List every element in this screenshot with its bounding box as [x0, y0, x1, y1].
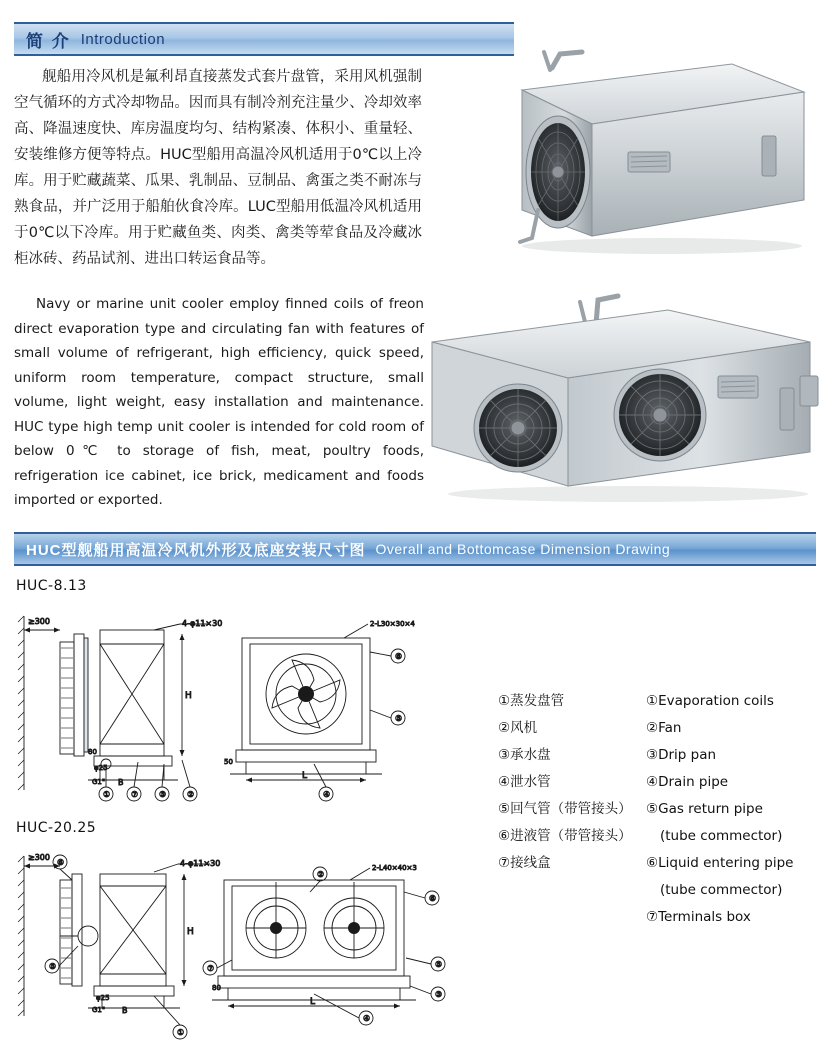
legend-en-7: ⑥Liquid entering pipe [646, 855, 794, 871]
legend-en-9: ⑦Terminals box [646, 909, 751, 925]
legend-en-4: ④Drain pipe [646, 774, 729, 790]
legend-item [498, 877, 818, 904]
technical-drawing-huc-20-25 [14, 846, 464, 1042]
callout-3-2: ③ [435, 990, 443, 999]
legend-item [498, 688, 818, 715]
product-photo-single-fan [432, 40, 820, 270]
technical-drawing-huc-8-13 [14, 604, 454, 809]
dim-label-50-1: 50 [224, 758, 233, 766]
dim-label-clearance-2: ≥300 [28, 853, 50, 862]
callout-5-1: ⑤ [395, 714, 403, 723]
dim-label-H-2: H [187, 927, 194, 937]
dim-label-80-2: 80 [212, 984, 221, 992]
callout-7-2: ⑦ [207, 964, 215, 973]
note-hole-spec-1: 4-φ11×30 [182, 619, 223, 628]
legend-cn-3: ③承水盘 [498, 747, 551, 763]
callout-3-1: ③ [159, 790, 167, 799]
model-label-huc-8-13: HUC-8.13 [16, 578, 87, 594]
dim-label-B-1: B [118, 778, 124, 787]
section-title-en: Introduction [80, 30, 166, 48]
callout-1-2: ① [177, 1028, 185, 1037]
callout-5-2: ⑤ [49, 962, 57, 971]
legend-cn-7: ⑦接线盒 [498, 855, 551, 871]
callout-4-2: ④ [363, 1014, 371, 1023]
section-title-cn: 简 介 [26, 31, 71, 51]
legend-cn-4: ④泄水管 [498, 774, 551, 790]
legend-cn-1: ①蒸发盘管 [498, 693, 565, 709]
introduction-paragraph-english [14, 292, 424, 513]
callout-2-1: ② [187, 790, 195, 799]
dim-label-80-1: 80 [88, 748, 97, 756]
legend-en-8: (tube commector) [660, 882, 783, 898]
callout-2-2: ② [317, 870, 325, 879]
callout-6-2: ⑥ [57, 858, 65, 867]
dim-label-g1-1: G1" [92, 778, 106, 786]
section-header-dimension-drawing [14, 532, 816, 566]
dim-label-g1-2: G1" [92, 1006, 106, 1014]
legend-en-2: ②Fan [646, 720, 682, 736]
legend-cn-5: ⑤回气管（带管接头） [498, 801, 632, 817]
callout-1-1: ① [103, 790, 111, 799]
legend-item [498, 823, 818, 850]
dim-label-dia25-2: φ25 [96, 994, 110, 1002]
introduction-paragraph-chinese [14, 64, 422, 272]
dim-label-dia25-1: φ25 [94, 764, 108, 772]
note-angle-spec-2: 2-L40×40×3 [372, 864, 417, 872]
dimension-title-en: Overall and Bottomcase Dimension Drawing [375, 541, 671, 557]
callout-4-1: ④ [323, 790, 331, 799]
legend-item [498, 796, 818, 823]
legend-cn-2: ②风机 [498, 720, 538, 736]
callout-7-1: ⑦ [131, 790, 139, 799]
legend-item [498, 904, 818, 931]
dim-label-clearance-1: ≥300 [28, 617, 50, 626]
legend-item [498, 850, 818, 877]
callout-6-1: ⑥ [395, 652, 403, 661]
legend-item [498, 769, 818, 796]
product-photo-double-fan [418, 280, 820, 515]
legend-item [498, 715, 818, 742]
dim-label-L-1: L [302, 771, 308, 781]
dimension-title-cn: HUC型舰船用高温冷风机外形及底座安装尺寸图 [26, 541, 366, 559]
note-angle-spec-1: 2-L30×30×4 [370, 620, 415, 628]
legend-en-3: ③Drip pan [646, 747, 717, 763]
legend-cn-8 [498, 877, 646, 904]
callout-6b-2: ⑥ [429, 894, 437, 903]
legend-list [498, 688, 818, 931]
introduction-text-cn: 舰船用冷风机是氟利昂直接蒸发式套片盘管，采用风机强制空气循环的方式冷却物品。因而具有制冷剂充注量少、冷却效率高、降温速度快、库房温度均匀、结构紧凑、体积小、重量轻、安装维修方便等特点。HUC型船用高温冷风机适用于0℃以上冷库。用于贮藏蔬菜、瓜果、乳制品、豆制品、禽蛋之类不耐冻与熟食品，并广泛用于船舶伙食冷库。LUC型船用低温冷风机适用于0℃以下冷库。用于贮藏鱼类、肉类、禽类等荤食品及冷藏冰柜冰砖、药品试剂、进出口转运食品等。 [14, 69, 422, 267]
callout-5b-2: ⑤ [435, 960, 443, 969]
legend-cn-9 [498, 904, 646, 931]
model-label-huc-20-25: HUC-20.25 [16, 820, 97, 836]
dim-label-B-2: B [122, 1006, 128, 1015]
note-hole-spec-2: 4-φ11×30 [180, 859, 221, 868]
introduction-text-en: Navy or marine unit cooler employ finned coils of freon direct evaporation type and circulating fan with features of small volume of refrigerant, high efficiency, quick speed, uniform room temperature, compact structure, small volume, light weight, easy installation and maintenance. HUC type high temp unit cooler is intended for cold room of below 0℃ to storage of fish, meat, poultry foods, refrigeration ice cabinet, ice brick, medicament and foods imported or exported. [14, 296, 424, 508]
legend-item [498, 742, 818, 769]
dim-label-H-1: H [185, 691, 192, 701]
legend-en-5: ⑤Gas return pipe [646, 801, 763, 817]
legend-cn-6: ⑥进液管（带管接头） [498, 828, 632, 844]
legend-en-6: (tube commector) [660, 828, 783, 844]
legend-en-1: ①Evaporation coils [646, 693, 774, 709]
dim-label-L-2: L [310, 997, 316, 1007]
